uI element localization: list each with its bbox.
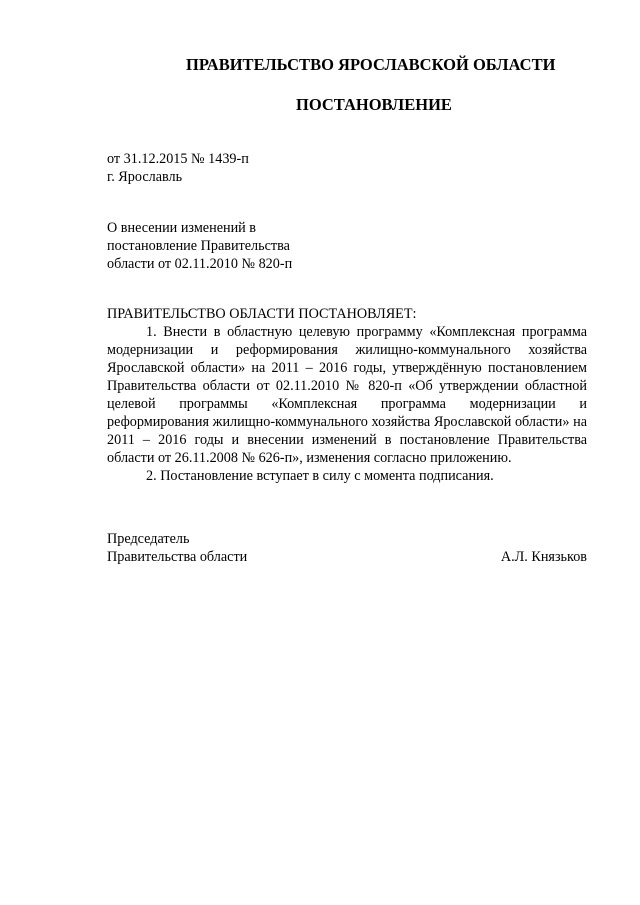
city: г. Ярославль <box>107 169 183 185</box>
document-meta <box>107 150 249 186</box>
paragraph-1: 1. Внести в областную целевую программу «Комплексная программа модернизации и реформирования жилищно-коммунального хозяйства Ярославской области» на 2011 – 2016 годы, утверждённую постановлением Правительства области от 02.11.2010 № 820-п «Об утверждении областной целевой программы «Комплексная программа модернизации и реформирования жилищно-коммунального хозяйства Ярославской области» на 2011 – 2016 годы и внесении изменений в постановление Правительства области от 26.11.2008 № 626-п», изменения согласно приложению. <box>107 324 587 466</box>
document-subject <box>107 219 292 273</box>
decree-statement: ПРАВИТЕЛЬСТВО ОБЛАСТИ ПОСТАНОВЛЯЕТ: <box>107 306 417 322</box>
paragraph-2: 2. Постановление вступает в силу с момента подписания. <box>146 468 494 484</box>
document-body <box>107 305 587 485</box>
date-number: от 31.12.2015 № 1439-п <box>107 151 249 167</box>
subject-line-2: постановление Правительства <box>107 238 290 254</box>
subject-line-1: О внесении изменений в <box>107 220 257 236</box>
signer-title-line-2: Правительства области <box>107 549 248 565</box>
signature-block <box>107 530 587 566</box>
government-heading: ПРАВИТЕЛЬСТВО ЯРОСЛАВСКОЙ ОБЛАСТИ <box>186 55 556 74</box>
signature-row <box>107 548 587 566</box>
subject-line-3: области от 02.11.2010 № 820-п <box>107 256 293 272</box>
document-type-heading: ПОСТАНОВЛЕНИЕ <box>296 95 452 114</box>
signer-title-line-1: Председатель <box>107 531 190 547</box>
signer-name: А.Л. Князьков <box>500 549 587 565</box>
